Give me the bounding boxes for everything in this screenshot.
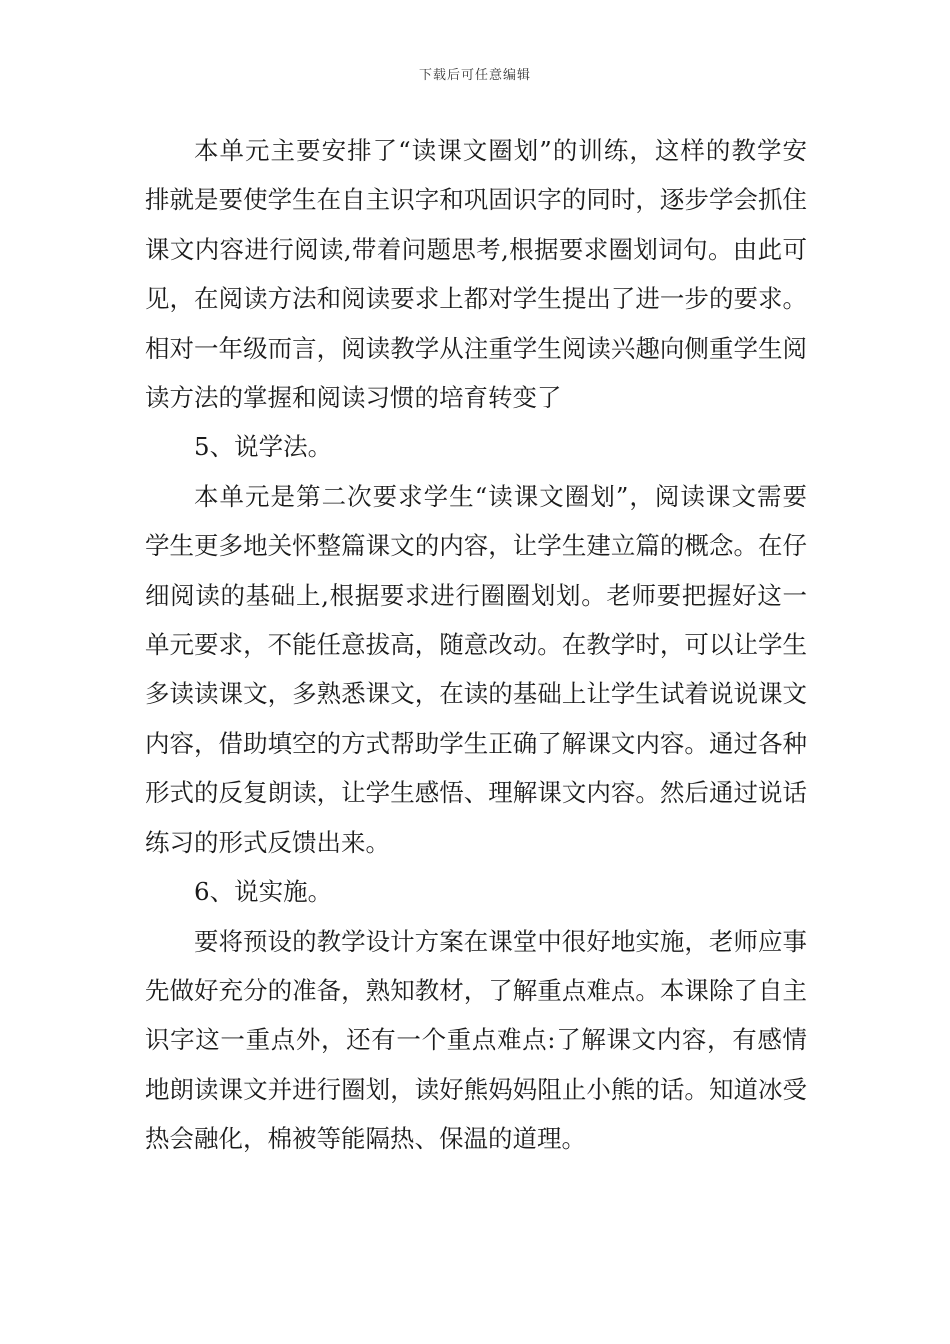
section-heading-implementation: 6、说实施。 bbox=[194, 877, 333, 907]
paragraph-learning-method: 本单元是第二次要求学生“读课文圈划”，阅读课文需要学生更多地关怀整篇课文的内容，让学生建立篇的概念。在仔细阅读的基础上,根据要求进行圈圈划划。老师要把握好这一单元要求，不能任意拔高，随意改动。在教学时，可以让学生多读读课文，多熟悉课文，在读的基础上让学生试着说说课文内容，借助填空的方式帮助学生正确了解课文内容。通过各种形式的反复朗读，让学生感悟、理解课文内容。然后通过说话练习的形式反馈出来。 bbox=[145, 481, 807, 857]
paragraph-teaching-focus: 本单元主要安排了“读课文圈划”的训练，这样的教学安排就是要使学生在自主识字和巩固识字的同时，逐步学会抓住课文内容进行阅读,带着问题思考,根据要求圈划词句。由此可见，在阅读方法和阅读要求上都对学生提出了进一步的要求。相对一年级而言，阅读教学从注重学生阅读兴趣向侧重学生阅读方法的掌握和阅读习惯的培育转变了 bbox=[145, 136, 807, 413]
document-body bbox=[145, 126, 807, 1164]
paragraph-implementation: 要将预设的教学设计方案在课堂中很好地实施，老师应事先做好充分的准备，熟知教材，了解重点难点。本课除了自主识字这一重点外，还有一个重点难点:了解课文内容，有感情地朗读课文并进行圈划，读好熊妈妈阻止小熊的话。知道冰受热会融化，棉被等能隔热、保温的道理。 bbox=[145, 926, 807, 1154]
page-header: 下载后可任意编辑 bbox=[418, 68, 531, 83]
section-heading-learning-method: 5、说学法。 bbox=[194, 432, 333, 462]
